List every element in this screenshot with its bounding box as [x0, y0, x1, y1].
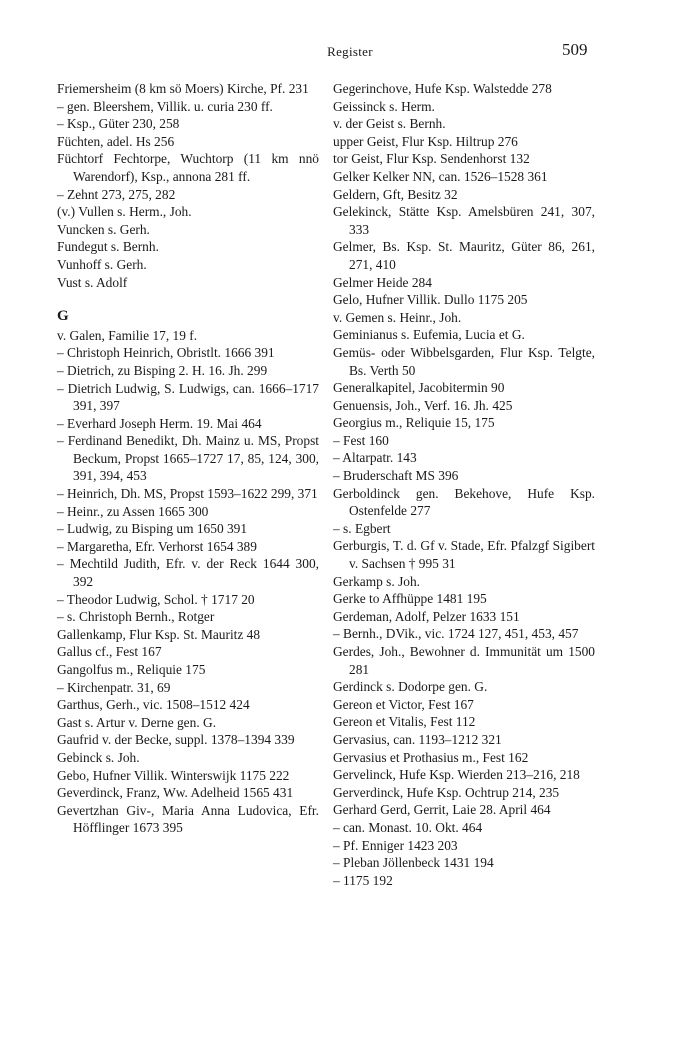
index-entry: Gallenkamp, Flur Ksp. St. Mauritz 48 — [57, 626, 261, 642]
index-entry: – Pf. Enniger 1423 203 — [333, 837, 458, 853]
index-entry: – Dietrich, zu Bisping 2. H. 16. Jh. 299 — [57, 362, 268, 378]
index-entry: Gast s. Artur v. Derne gen. G. — [57, 714, 217, 730]
index-entry: v. Gemen s. Heinr., Joh. — [333, 309, 462, 325]
index-entry: Gerdeman, Adolf, Pelzer 1633 151 — [333, 608, 520, 624]
index-entry: – Bruderschaft MS 396 — [333, 468, 459, 484]
index-entry: Gelmer, Bs. Ksp. St. Mauritz, Güter 86, 261, 271, 410 — [333, 239, 595, 272]
index-entry: Vust s. Adolf — [57, 274, 128, 290]
index-entry: – Ludwig, zu Bisping um 1650 391 — [57, 521, 248, 537]
index-entry: v. der Geist s. Bernh. — [333, 116, 446, 132]
running-header-title: Register — [327, 44, 373, 59]
index-entry: Geldern, Gft, Besitz 32 — [333, 186, 458, 202]
index-entries-right — [333, 80, 595, 889]
index-entry: Vunhoff s. Gerh. — [57, 256, 147, 272]
index-entry: – s. Egbert — [333, 520, 391, 536]
index-entry: – 1175 192 — [333, 872, 393, 888]
index-entry: Gervasius, can. 1193–1212 321 — [333, 731, 502, 747]
index-entry: Geminianus s. Eufemia, Lucia et G. — [333, 327, 525, 343]
index-entry: Gerboldinck gen. Bekehove, Hufe Ksp. Ostenfelde 277 — [333, 485, 595, 519]
index-entry: Gegerinchove, Hufe Ksp. Walstedde 278 — [333, 81, 552, 96]
index-entry: Friemersheim (8 km sö Moers) Kirche, Pf. 231 — [57, 81, 309, 96]
page-number: 509 — [562, 40, 588, 59]
index-entry: – Dietrich Ludwig, S. Ludwigs, can. 1666–1717 391, 397 — [57, 380, 319, 414]
index-entry: Füchten, adel. Hs 256 — [57, 133, 175, 149]
index-entry: Gerburgis, T. d. Gf v. Stade, Efr. Pfalzgf Sigibert v. Sachsen † 995 31 — [333, 538, 595, 572]
index-entry: – Altarpatr. 143 — [333, 450, 417, 466]
index-entry: Garthus, Gerh., vic. 1508–1512 424 — [57, 697, 250, 713]
index-entry: Fundegut s. Bernh. — [57, 239, 159, 255]
index-entry: – Margaretha, Efr. Verhorst 1654 389 — [57, 538, 257, 554]
index-entry: tor Geist, Flur Ksp. Sendenhorst 132 — [333, 151, 530, 167]
index-entry: – Bernh., DVik., vic. 1724 127, 451, 453, 457 — [333, 626, 579, 642]
index-entry: Generalkapitel, Jacobitermin 90 — [333, 380, 505, 396]
index-entry: Gelmer Heide 284 — [333, 274, 432, 290]
index-entry: Gerdinck s. Dodorpe gen. G. — [333, 679, 488, 695]
index-entry: Gelker Kelker NN, can. 1526–1528 361 — [333, 168, 548, 184]
index-entry: v. Galen, Familie 17, 19 f. — [57, 327, 198, 343]
index-entry: – gen. Bleershem, Villik. u. curia 230 ff. — [57, 98, 273, 114]
index-entry: – s. Christoph Bernh., Rotger — [57, 609, 215, 625]
index-entry: – Mechtild Judith, Efr. v. der Reck 1644 300, 392 — [57, 556, 319, 590]
index-entry: Gerverdinck, Hufe Ksp. Ochtrup 214, 235 — [333, 784, 560, 800]
index-entry: Gerkamp s. Joh. — [333, 573, 421, 589]
index-entry: Gervelinck, Hufe Ksp. Wierden 213–216, 218 — [333, 767, 580, 783]
index-entries-g — [57, 327, 319, 837]
left-column — [57, 80, 319, 837]
index-entry: Gereon et Victor, Fest 167 — [333, 696, 474, 712]
index-entry: Gerke to Affhüppe 1481 195 — [333, 591, 487, 607]
section-letter: G — [57, 308, 69, 325]
index-entry: – Theodor Ludwig, Schol. † 1717 20 — [57, 591, 255, 607]
index-entry: Gelo, Hufner Villik. Dullo 1175 205 — [333, 292, 528, 308]
index-entry: Gerdes, Joh., Bewohner d. Immunität um 1500 281 — [333, 644, 595, 677]
index-entry: (v.) Vullen s. Herm., Joh. — [57, 204, 192, 220]
index-entry: Gallus cf., Fest 167 — [57, 644, 162, 660]
index-entry: Gevertzhan Giv-, Maria Anna Ludovica, Efr. Höfflinger 1673 395 — [57, 802, 319, 836]
index-entry: – Everhard Joseph Herm. 19. Mai 464 — [57, 415, 262, 431]
index-entry: – Christoph Heinrich, Obristlt. 1666 391 — [57, 345, 275, 361]
index-entry: Vuncken s. Gerh. — [57, 221, 150, 237]
index-entry: – Fest 160 — [333, 432, 389, 448]
index-entry: Genuensis, Joh., Verf. 16. Jh. 425 — [333, 397, 513, 413]
index-entry: – Pleban Jöllenbeck 1431 194 — [333, 855, 494, 871]
index-entry: – Zehnt 273, 275, 282 — [57, 186, 176, 202]
index-entry: – can. Monast. 10. Okt. 464 — [333, 819, 483, 835]
index-entry: Gelekinck, Stätte Ksp. Amelsbüren 241, 307, 333 — [333, 204, 595, 237]
index-entry: Gerhard Gerd, Gerrit, Laie 28. April 464 — [333, 802, 551, 818]
index-entry: upper Geist, Flur Ksp. Hiltrup 276 — [333, 133, 518, 149]
right-column — [333, 80, 595, 889]
index-entry: – Ferdinand Benedikt, Dh. Mainz u. MS, Propst Beckum, Propst 1665–1727 17, 85, 124, 300, 391, 394, 453 — [57, 433, 319, 484]
index-entry: – Ksp., Güter 230, 258 — [57, 116, 180, 132]
index-entry: Gaufrid v. der Becke, suppl. 1378–1394 339 — [57, 732, 295, 748]
index-entry: Gebo, Hufner Villik. Winterswijk 1175 222 — [57, 767, 290, 783]
index-entry: – Heinrich, Dh. MS, Propst 1593–1622 299, 371 — [57, 486, 318, 502]
index-entry: – Heinr., zu Assen 1665 300 — [57, 503, 209, 519]
index-entry: Gereon et Vitalis, Fest 112 — [333, 714, 476, 730]
index-entry: Gebinck s. Joh. — [57, 749, 140, 765]
index-entry: Geissinck s. Herm. — [333, 98, 435, 114]
index-entry: – Kirchenpatr. 31, 69 — [57, 679, 171, 695]
index-entry: Gemüs- oder Wibbelsgarden, Flur Ksp. Telgte, Bs. Verth 50 — [333, 344, 595, 378]
index-entry: Gervasius et Prothasius m., Fest 162 — [333, 749, 529, 765]
index-entry: Gangolfus m., Reliquie 175 — [57, 662, 206, 677]
index-entry: Geverdinck, Franz, Ww. Adelheid 1565 431 — [57, 785, 294, 801]
index-entries-f — [57, 80, 319, 291]
index-entry: Georgius m., Reliquie 15, 175 — [333, 415, 495, 431]
index-entry: Füchtorf Fechtorpe, Wuchtorp (11 km nnö Warendorf), Ksp., annona 281 ff. — [57, 151, 319, 184]
